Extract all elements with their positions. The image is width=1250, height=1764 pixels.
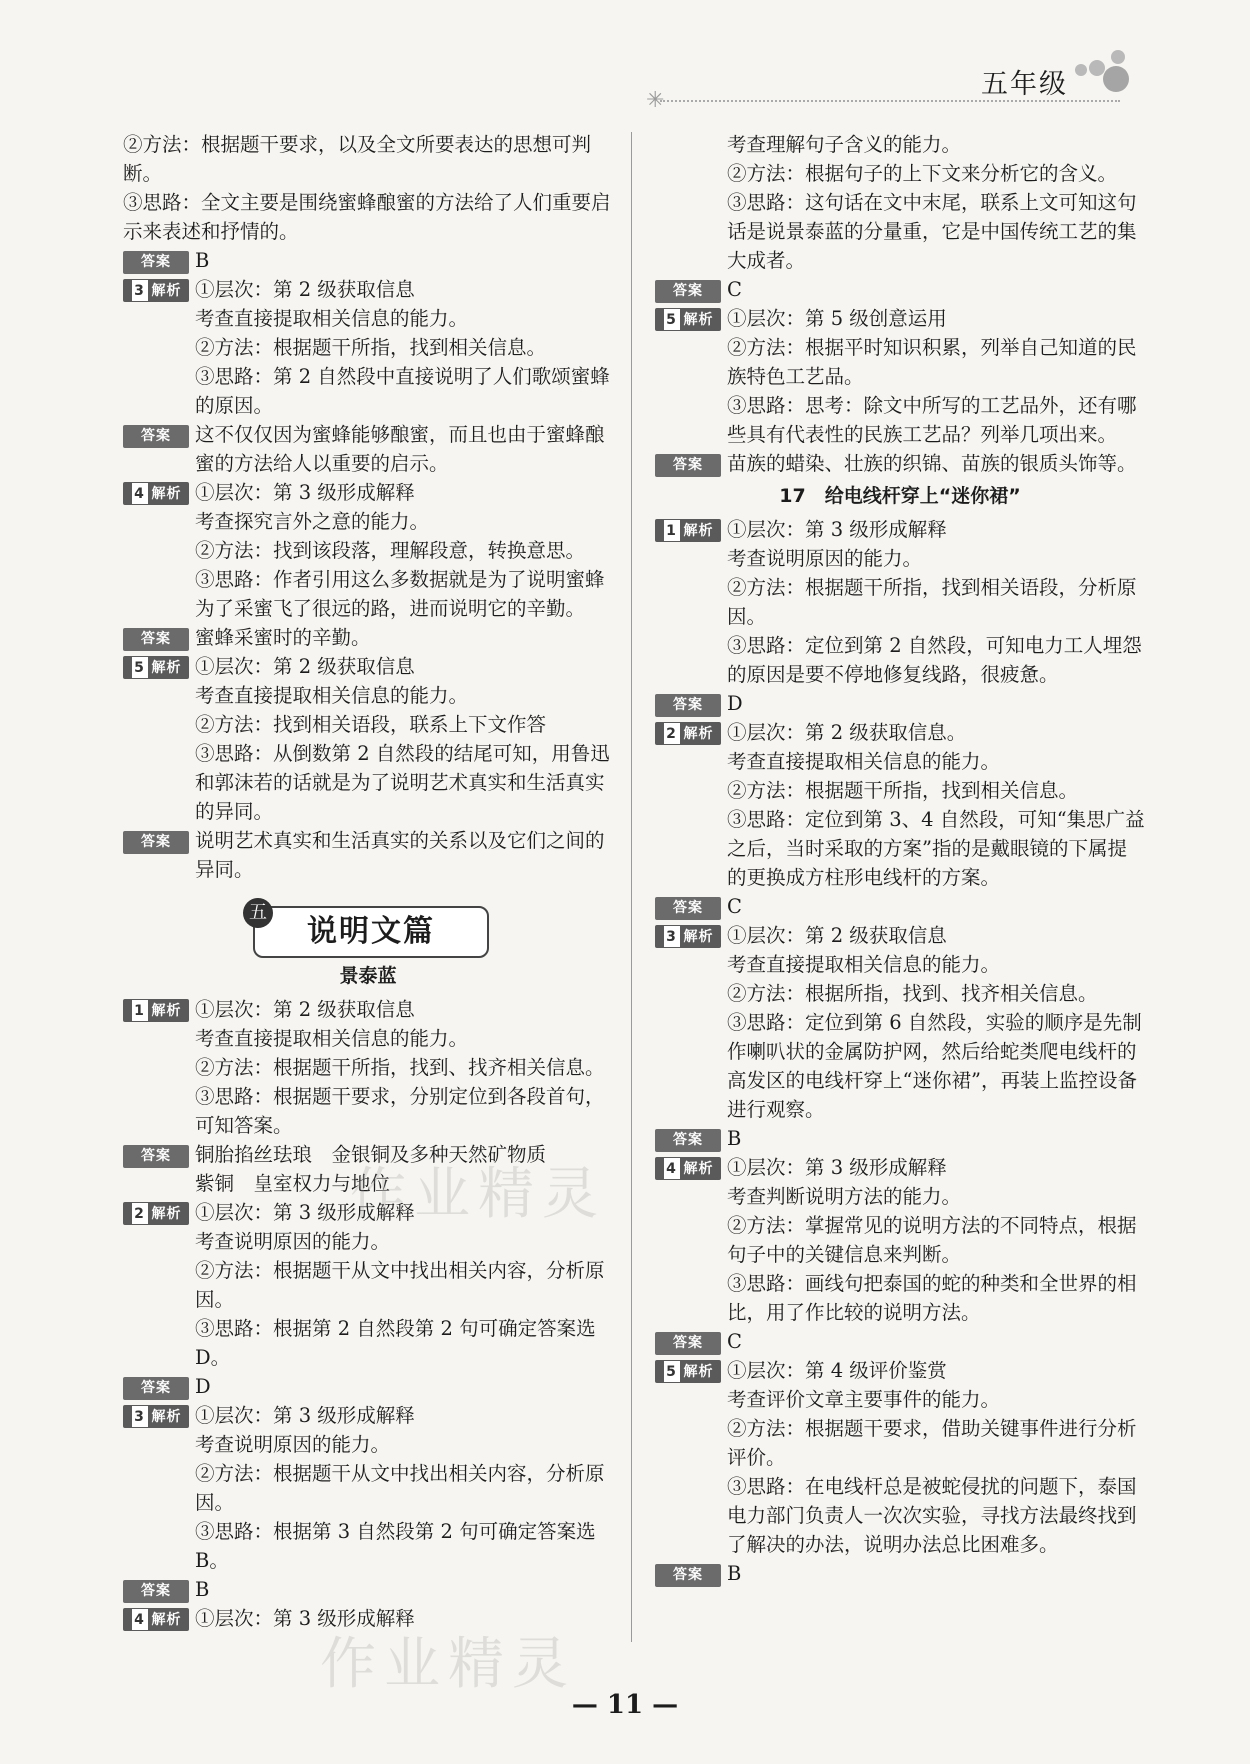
answer-row: 答案 B <box>123 246 613 275</box>
answer-tag: 答案 <box>123 251 189 274</box>
analysis-row: 3 解析 ①层次：第 3 级形成解释 <box>123 1401 613 1430</box>
answer-tag: 答案 <box>655 1129 721 1152</box>
answer-row: 答案 B <box>655 1559 1145 1588</box>
text-line: ②方法：根据题干要求，以及全文所要表达的思想可判断。 <box>123 133 592 185</box>
text-line: ③思路：根据第 3 自然段第 2 句可确定答案选 B。 <box>195 1520 596 1572</box>
text-line: 考查直接提取相关信息的能力。 <box>195 307 469 330</box>
answer-tag: 答案 <box>123 1145 189 1168</box>
text-line: ③思路：定位到第 3、4 自然段，可知“集思广益之后，当时采取的方案”指的是戴眼镜的下属提的更换成方柱形电线杆的方案。 <box>727 808 1145 889</box>
text-line: ③思路：在电线杆总是被蛇侵扰的问题下，泰国电力部门负责人一次次实验，寻找方法最终找到了解决的办法，说明办法总比困难多。 <box>727 1475 1137 1556</box>
analysis-tag: 5 解析 <box>655 1360 721 1383</box>
right-column <box>655 130 1145 1588</box>
analysis-row: 5 解析 ①层次：第 4 级评价鉴赏 <box>655 1356 1145 1385</box>
text-line: ②方法：根据题干从文中找出相关内容，分析原因。 <box>195 1462 605 1514</box>
text-line: 考查直接提取相关信息的能力。 <box>727 750 1001 773</box>
page-header <box>0 0 1250 120</box>
text-line: ③思路：作者引用这么多数据就是为了说明蜜蜂为了采蜜飞了很远的路，进而说明它的辛勤。 <box>195 568 605 620</box>
text-line: 考查评价文章主要事件的能力。 <box>727 1388 1001 1411</box>
text-line: 紫铜 皇室权力与地位 <box>195 1172 391 1195</box>
text-line: ③思路：从倒数第 2 自然段的结尾可知，用鲁迅和郭沫若的话就是为了说明艺术真实和生活真实的异同。 <box>195 742 610 823</box>
text-line: ③思路：全文主要是围绕蜜蜂酿蜜的方法给了人们重要启示来表述和抒情的。 <box>123 191 611 243</box>
text-line: 考查直接提取相关信息的能力。 <box>727 953 1001 976</box>
text-line: ②方法：根据所指，找到、找齐相关信息。 <box>727 982 1098 1005</box>
analysis-row: 2 解析 ①层次：第 3 级形成解释 <box>123 1198 613 1227</box>
text-line: ③思路：画线句把泰国的蛇的种类和全世界的相比，用了作比较的说明方法。 <box>727 1272 1137 1324</box>
analysis-tag: 2 解析 <box>655 722 721 745</box>
analysis-tag: 1 解析 <box>123 999 189 1022</box>
answer-row: 答案 C <box>655 1327 1145 1356</box>
answer-row: 答案 C <box>655 275 1145 304</box>
answer-tag: 答案 <box>655 897 721 920</box>
section-badge: 五 <box>243 898 273 928</box>
analysis-row: 5 解析 ①层次：第 5 级创意运用 <box>655 304 1145 333</box>
column-divider <box>631 132 632 1642</box>
section-header <box>243 898 483 956</box>
answer-row: 答案 铜胎掐丝珐琅 金银铜及多种天然矿物质 <box>123 1140 613 1169</box>
text-line: ②方法：找到相关语段，联系上下文作答 <box>195 713 547 736</box>
text-line: ②方法：掌握常见的说明方法的不同特点，根据句子中的关键信息来判断。 <box>727 1214 1137 1266</box>
answer-tag: 答案 <box>655 280 721 303</box>
analysis-tag: 4 解析 <box>123 482 189 505</box>
analysis-tag: 4 解析 <box>123 1608 189 1631</box>
answer-row: 答案 B <box>655 1124 1145 1153</box>
text-line: ②方法：根据题干所指，找到相关信息。 <box>727 779 1079 802</box>
text-line: 考查判断说明方法的能力。 <box>727 1185 962 1208</box>
answer-tag: 答案 <box>655 454 721 477</box>
grade-label: 五年级 <box>981 69 1068 100</box>
answer-row: 答案 D <box>655 689 1145 718</box>
watermark: 作业精灵 <box>320 1632 576 1697</box>
text-line: ③思路：定位到第 6 自然段，实验的顺序是先制作喇叭状的金属防护网，然后给蛇类爬电线杆的高发区的电线杆穿上“迷你裙”，再装上监控设备进行观察。 <box>727 1011 1142 1121</box>
text-line: ②方法：根据题干要求，借助关键事件进行分析评价。 <box>727 1417 1137 1469</box>
analysis-row: 4 解析 ①层次：第 3 级形成解释 <box>655 1153 1145 1182</box>
page-number: — 11 — <box>571 1690 679 1720</box>
article-subtitle: 景泰蓝 <box>339 965 397 987</box>
text-line: 考查理解句子含义的能力。 <box>727 133 962 156</box>
text-line: ②方法：根据题干从文中找出相关内容，分析原因。 <box>195 1259 605 1311</box>
text-line: ②方法：根据句子的上下文来分析它的含义。 <box>727 162 1118 185</box>
text-line: ③思路：根据题干要求，分别定位到各段首句，可知答案。 <box>195 1085 605 1137</box>
text-line: ③思路：根据第 2 自然段第 2 句可确定答案选 D。 <box>195 1317 596 1369</box>
text-line: ③思路：思考：除文中所写的工艺品外，还有哪些具有代表性的民族工艺品？列举几项出来。 <box>727 394 1137 446</box>
analysis-row: 5 解析 ①层次：第 2 级获取信息 <box>123 652 613 681</box>
text-line: 考查直接提取相关信息的能力。 <box>195 684 469 707</box>
text-line: 考查说明原因的能力。 <box>727 547 923 570</box>
analysis-tag: 3 解析 <box>123 1405 189 1428</box>
article-subtitle: 17 给电线杆穿上“迷你裙” <box>779 485 1021 507</box>
analysis-row: 4 解析 ①层次：第 3 级形成解释 <box>123 1604 613 1633</box>
analysis-row: 1 解析 ①层次：第 3 级形成解释 <box>655 515 1145 544</box>
analysis-tag: 5 解析 <box>123 656 189 679</box>
answer-tag: 答案 <box>123 425 189 448</box>
answer-row: 答案 D <box>123 1372 613 1401</box>
text-line: ②方法：根据平时知识积累，列举自己知道的民族特色工艺品。 <box>727 336 1137 388</box>
watermark: 作业精灵 <box>350 1162 606 1227</box>
analysis-row: 3 解析 ①层次：第 2 级获取信息 <box>123 275 613 304</box>
text-line: ②方法：根据题干所指，找到、找齐相关信息。 <box>195 1056 605 1079</box>
answer-row: 答案 这不仅仅因为蜜蜂能够酿蜜，而且也由于蜜蜂酿蜜的方法给人以重要的启示。 <box>123 420 613 478</box>
answer-tag: 答案 <box>655 1564 721 1587</box>
answer-tag: 答案 <box>655 1332 721 1355</box>
analysis-row: 1 解析 ①层次：第 2 级获取信息 <box>123 995 613 1024</box>
answer-row: 答案 说明艺术真实和生活真实的关系以及它们之间的异同。 <box>123 826 613 884</box>
analysis-tag: 4 解析 <box>655 1157 721 1180</box>
analysis-tag: 2 解析 <box>123 1202 189 1225</box>
text-line: ②方法：根据题干所指，找到相关信息。 <box>195 336 547 359</box>
text-line: ③思路：第 2 自然段中直接说明了人们歌颂蜜蜂的原因。 <box>195 365 610 417</box>
analysis-tag: 3 解析 <box>655 925 721 948</box>
text-line: 考查直接提取相关信息的能力。 <box>195 1027 469 1050</box>
star-icon: ✳ <box>646 88 665 113</box>
analysis-tag: 5 解析 <box>655 308 721 331</box>
analysis-tag: 1 解析 <box>655 519 721 542</box>
text-line: 考查探究言外之意的能力。 <box>195 510 430 533</box>
text-line: ③思路：定位到第 2 自然段，可知电力工人埋怨的原因是要不停地修复线路，很疲惫。 <box>727 634 1142 686</box>
left-column <box>123 130 613 1633</box>
analysis-row: 2 解析 ①层次：第 2 级获取信息。 <box>655 718 1145 747</box>
answer-tag: 答案 <box>123 1377 189 1400</box>
text-line: ②方法：根据题干所指，找到相关语段，分析原因。 <box>727 576 1137 628</box>
analysis-tag: 3 解析 <box>123 279 189 302</box>
answer-row: 答案 蜜蜂采蜜时的辛勤。 <box>123 623 613 652</box>
analysis-row: 3 解析 ①层次：第 2 级获取信息 <box>655 921 1145 950</box>
header-rule <box>660 100 1120 102</box>
answer-row: 答案 苗族的蜡染、壮族的织锦、苗族的银质头饰等。 <box>655 449 1145 478</box>
answer-tag: 答案 <box>123 1580 189 1603</box>
text-line: 考查说明原因的能力。 <box>195 1433 391 1456</box>
answer-tag: 答案 <box>655 694 721 717</box>
text-line: ③思路：这句话在文中末尾，联系上文可知这句话是说景泰蓝的分量重，它是中国传统工艺的集大成者。 <box>727 191 1137 272</box>
text-line: 考查说明原因的能力。 <box>195 1230 391 1253</box>
answer-tag: 答案 <box>123 628 189 651</box>
section-title: 说明文篇 <box>253 906 489 958</box>
analysis-row: 4 解析 ①层次：第 3 级形成解释 <box>123 478 613 507</box>
answer-tag: 答案 <box>123 831 189 854</box>
answer-row: 答案 B <box>123 1575 613 1604</box>
text-line: ②方法：找到该段落，理解段意，转换意思。 <box>195 539 586 562</box>
answer-row: 答案 C <box>655 892 1145 921</box>
